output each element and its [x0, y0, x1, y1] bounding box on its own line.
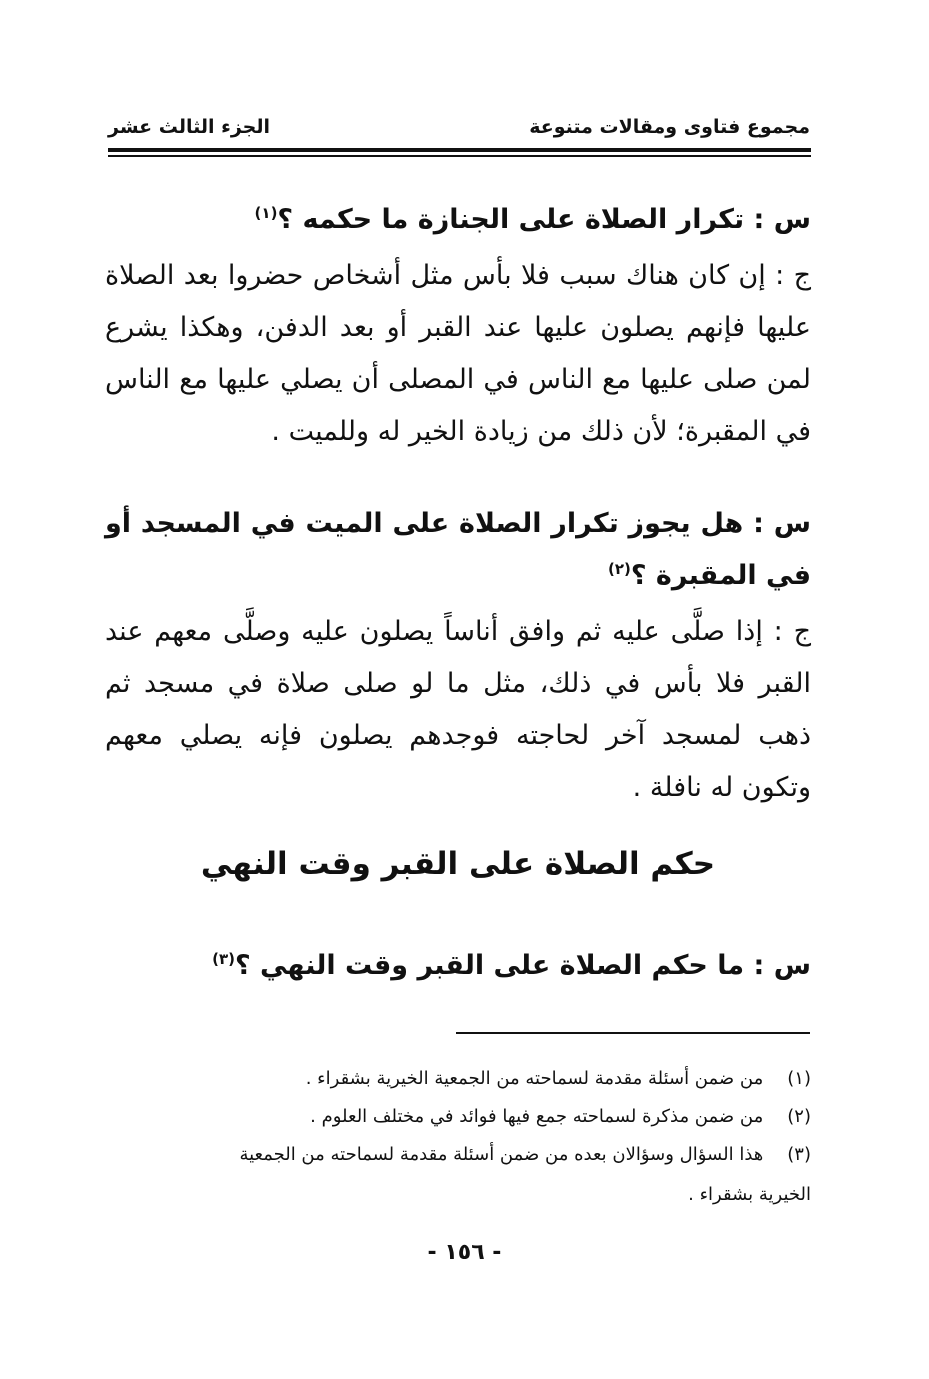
answer-2 — [105, 606, 811, 814]
question-text: هل يجوز تكرار الصلاة على الميت في المسجد أو في المقبرة ؟ — [105, 508, 811, 591]
answer-label: ج : — [773, 616, 811, 647]
footnote-3 — [100, 1136, 811, 1174]
question-label: س : — [753, 508, 811, 539]
answer-label: ج : — [775, 260, 812, 291]
header-rule-thick — [108, 148, 811, 152]
question-3 — [105, 940, 811, 992]
footnote-text: هذا السؤال وسؤالان بعده من ضمن أسئلة مقدمة لسماحته من الجمعية — [239, 1144, 764, 1165]
footnote-separator — [456, 1032, 810, 1034]
question-2 — [105, 498, 811, 602]
footnote-number: (١) — [787, 1068, 811, 1089]
answer-text: إن كان هناك سبب فلا بأس مثل أشخاص حضروا بعد الصلاة عليها فإنهم يصلون عليها عند القبر أو بعد الدفن، وهكذا يشرع لمن صلى عليها مع الناس في المصلى أن يصلي عليها مع الناس في المقبرة؛ لأن ذلك من زيادة الخير له وللميت . — [105, 260, 811, 447]
footnote-number: (٣) — [787, 1144, 811, 1165]
answer-1 — [105, 250, 811, 458]
footnote-ref: (٢) — [607, 560, 631, 578]
section-heading: حكم الصلاة على القبر وقت النهي — [200, 846, 716, 882]
footnote-1 — [100, 1060, 811, 1098]
footnote-number: (٢) — [787, 1106, 811, 1127]
volume-label: الجزء الثالث عشر — [108, 116, 271, 138]
question-text: تكرار الصلاة على الجنازة ما حكمه ؟ — [277, 204, 745, 235]
footnote-ref: (٣) — [212, 950, 235, 968]
running-header — [108, 116, 810, 146]
footnote-text: الخيرية بشقراء . — [688, 1184, 811, 1205]
footnote-ref: (١) — [254, 204, 278, 222]
question-label: س : — [753, 950, 811, 981]
book-title: مجموع فتاوى ومقالات متنوعة — [529, 116, 810, 138]
footnote-text: من ضمن مذكرة لسماحته جمع فيها فوائد في مختلف العلوم . — [310, 1106, 764, 1127]
question-label: س : — [753, 204, 811, 235]
footnote-3-continuation — [100, 1176, 863, 1214]
page-number: - ١٥٦ - — [427, 1240, 502, 1265]
footnote-2 — [100, 1098, 811, 1136]
footnote-text: من ضمن أسئلة مقدمة لسماحته من الجمعية الخيرية بشقراء . — [305, 1068, 764, 1089]
question-1 — [105, 194, 811, 246]
answer-text: إذا صلَّى عليه ثم وافق أناساً يصلون عليه وصلَّى معهم عند القبر فلا بأس في ذلك، مثل ما لو صلى صلاة في مسجد ثم ذهب لمسجد آخر لحاجته فوجدهم يصلون فإنه يصلي معهم وتكون له نافلة . — [105, 616, 811, 803]
header-rule-thin — [108, 155, 811, 157]
question-text: ما حكم الصلاة على القبر وقت النهي ؟ — [235, 950, 745, 981]
